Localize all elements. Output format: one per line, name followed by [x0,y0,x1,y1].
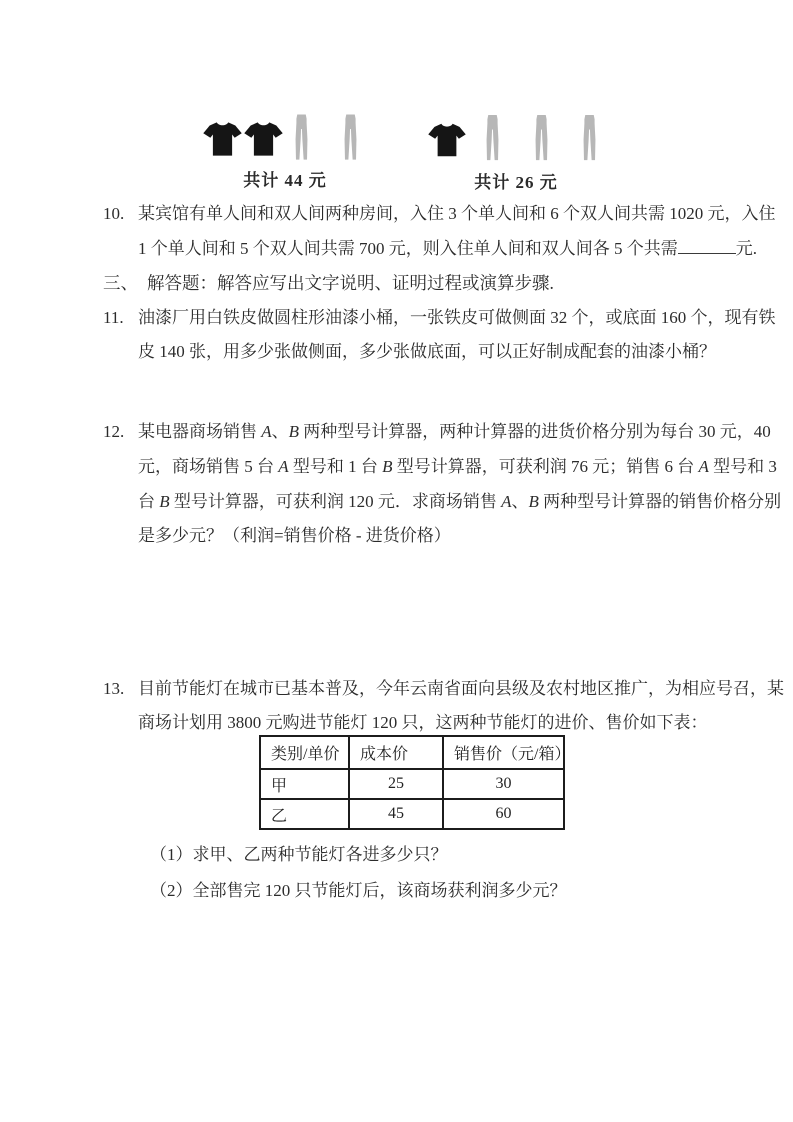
subquestion-2: （2）全部售完 120 只节能灯后，该商场获利润多少元？ [150,881,567,900]
question-12-line-1 [103,420,771,444]
question-12-text-4: 是多少元？（利润=销售价格 - 进货价格） [138,526,451,545]
question-12-text-3: 台 B 型号计算器，可获利润 120 元．求商场销售 A、B 两种型号计算器的销售价格分别 [138,492,782,511]
pants-icon [484,114,501,162]
tshirt-icon [243,117,284,161]
question-11-text-2: 皮 140 张，用多少张做侧面，多少张做底面，可以正好制成配套的油漆小桶？ [138,342,716,361]
price-table-header-cost: 成本价 [349,736,443,769]
row-cost-value: 45 [349,799,443,829]
pants-icon [293,113,310,162]
tshirt-icon [427,119,467,161]
pants-icon [342,113,359,162]
question-13-text-1: 目前节能灯在城市已基本普及，今年云南省面向县级及农村地区推广，为相应号召，某 [138,679,784,698]
price-table-header-row [260,736,564,769]
row-label: 乙 [260,799,349,829]
caption-left-total: 共计 44 元 [243,171,327,190]
question-11-text-1: 油漆厂用白铁皮做圆柱形油漆小桶，一张铁皮可做侧面 32 个，或底面 160 个，现有铁 [138,308,776,327]
question-10-text-2: 1 个单人间和 5 个双人间共需 700 元，则入住单人间和双人间各 5 个共需 元. [138,239,757,258]
question-10-text-1: 某宾馆有单人间和双人间两种房间，入住 3 个单人间和 6 个双人间共需 1020 元，入住 [138,204,776,223]
pants-icon [581,114,598,162]
question-10-line-1 [103,202,776,226]
question-13-text-2: 商场计划用 3800 元购进节能灯 120 只，这两种节能灯的进价、售价如下表： [138,713,708,732]
row-cost-value: 25 [349,769,443,799]
price-table [259,735,571,830]
question-12-text-1: 某电器商场销售 A、B 两种型号计算器，两种计算器的进货价格分别为每台 30 元，40 [138,422,771,441]
question-10-number: 10. [103,204,125,223]
row-label: 甲 [260,769,349,799]
section-heading [103,271,554,295]
question-12-line-2 [138,455,777,479]
table-row [260,769,564,799]
pants-icon [533,114,550,162]
subquestion-1: （1）求甲、乙两种节能灯各进多少只？ [150,845,448,864]
section-text: 解答题：解答应写出文字说明、证明过程或演算步骤. [147,273,554,293]
question-10-line-2 [138,237,757,261]
tshirt-icon [202,117,243,161]
price-table-header-category: 类别/单价 [260,736,349,769]
question-12-text-2: 元，商场销售 5 台 A 型号和 1 台 B 型号计算器，可获利润 76 元；销售 6 台 A 型号和 3 [138,457,777,476]
question-13-line-1 [103,677,784,701]
question-11-line-2 [138,340,716,364]
caption-right-total: 共计 26 元 [474,173,558,192]
question-13-line-2 [138,711,708,735]
question-12-line-4 [138,524,451,548]
row-sale-value: 30 [443,769,564,799]
section-number: 三、 [103,273,138,293]
question-12-line-3 [138,490,781,514]
question-11-line-1 [103,306,776,330]
price-table-header-sale: 销售价（元/箱） [443,736,564,769]
question-12-number: 12. [103,422,125,441]
table-row [260,799,564,829]
question-13-number: 13. [103,679,125,698]
row-sale-value: 60 [443,799,564,829]
question-11-number: 11. [103,308,124,327]
